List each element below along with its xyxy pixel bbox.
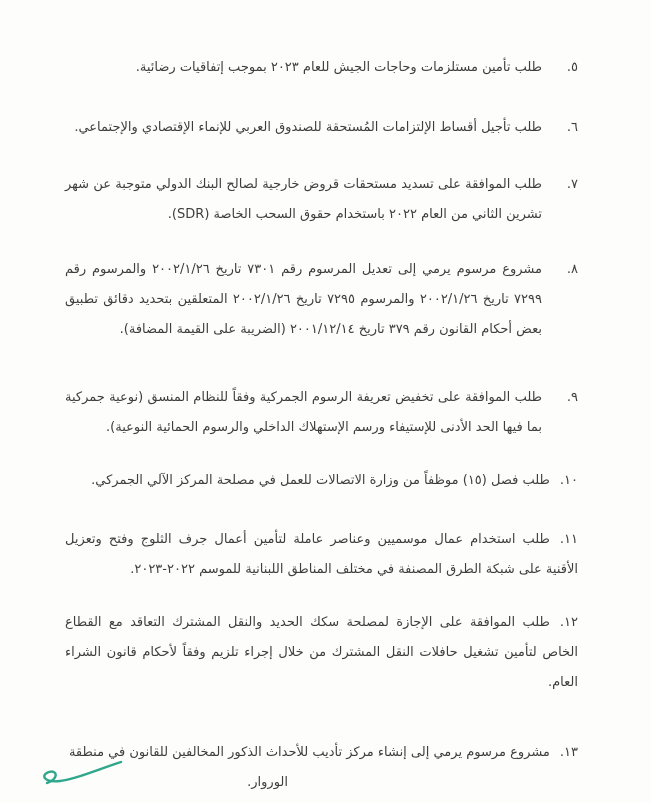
item-number: ١١.: [559, 532, 578, 547]
agenda-item: [65, 255, 578, 345]
item-text-body: طلب الموافقة على الإجازة لمصلحة سكك الحديد والنقل المشترك التعاقد مع القطاع الخاص لتأمين تشغيل حافلات النقل المشترك من خلال إجراء تلزيم وفقاً لأحكام قانون الشراء العام.: [65, 615, 578, 690]
signature-mark: [30, 755, 126, 793]
item-text: [65, 466, 578, 496]
agenda-item: [65, 170, 578, 230]
item-number: ٧.: [566, 177, 578, 192]
item-text-body: مشروع مرسوم يرمي إلى إنشاء مركز تأديب للأحداث الذكور المخالفين للقانون في منطقة: [68, 745, 550, 760]
item-text: [65, 53, 542, 83]
item-text: [65, 113, 542, 143]
item-number: ٨.: [566, 262, 578, 277]
item-text: [65, 525, 578, 585]
agenda-item: [65, 113, 578, 143]
item-text-body: مشروع مرسوم يرمي إلى تعديل المرسوم رقم ٧٣٠١ تاريخ ٢٠٠٢/١/٢٦ والمرسوم رقم ٧٢٩٩ تاريخ ٢٠٠٢/١/٢٦ والمرسوم ٧٢٩٥ تاريخ ٢٠٠٢/١/٢٦ المتعلقين بتحديد دقائق تطبيق بعض أحكام القانون رقم ٣٧٩ تاريخ ٢٠٠١/١٢/١٤ (الضريبة على القيمة المضافة).: [65, 262, 542, 337]
agenda-item: [65, 53, 578, 83]
agenda-item: [65, 466, 578, 496]
agenda-item: [65, 383, 578, 443]
item-text-body: طلب الموافقة على تخفيض تعريفة الرسوم الجمركية وفقاً للنظام المنسق (نوعية جمركية بما فيها الحد الأدنى للإستيفاء ورسم الإستهلاك الداخلي والرسوم الحمائية النوعية).: [65, 390, 542, 435]
signature-stroke: [44, 762, 121, 783]
item-number: ٥.: [566, 60, 578, 75]
item-number: ١٢.: [559, 615, 578, 630]
agenda-item: [65, 525, 578, 585]
agenda-item: [65, 738, 578, 798]
item-text: [65, 170, 542, 230]
item-text-line2: الوروار.: [247, 775, 288, 790]
item-text: [65, 608, 578, 698]
item-text-body: طلب تأمين مستلزمات وحاجات الجيش للعام ٢٠٢٣ بموجب إتفاقيات رضائية.: [135, 60, 542, 75]
item-number: ٩.: [566, 390, 578, 405]
item-text: [65, 383, 542, 443]
item-text: [65, 738, 578, 798]
agenda-list: [65, 53, 578, 798]
item-text-body: طلب استخدام عمال موسميين وعناصر عاملة لتأمين أعمال جرف الثلوج وفتح وتعزيل الأقنية على شبكة الطرق المصنفة في مختلف المناطق اللبنانية للموسم ٢٠٢٢-٢٠٢٣.: [65, 532, 578, 577]
item-number: ١٠.: [559, 473, 578, 488]
item-text-body: طلب فصل (١٥) موظفاً من وزارة الاتصالات للعمل في مصلحة المركز الآلي الجمركي.: [91, 473, 550, 488]
item-text: [65, 255, 542, 345]
item-number: ١٣.: [559, 745, 578, 760]
agenda-item: [65, 608, 578, 698]
item-text-body: طلب تأجيل أقساط الإلتزامات المُستحقة للصندوق العربي للإنماء الإقتصادي والإجتماعي.: [74, 120, 542, 135]
item-number: ٦.: [566, 120, 578, 135]
item-text-body: طلب الموافقة على تسديد مستحقات قروض خارجية لصالح البنك الدولي متوجبة عن شهر تشرين الثاني من العام ٢٠٢٢ باستخدام حقوق السحب الخاصة (SDR).: [65, 177, 542, 222]
